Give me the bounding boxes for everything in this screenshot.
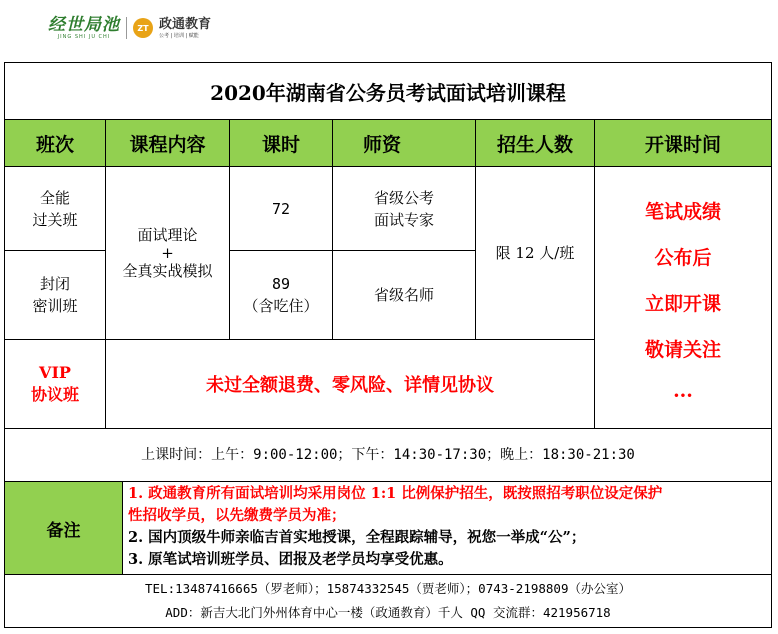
start-time-dots: ··· [673,385,693,407]
note-2: 2. 国内顶级牛师亲临吉首实地授课，全程跟踪辅导，祝您一举成“公”； [128,529,586,546]
header-enroll: 招生人数 [496,133,573,156]
contact-address: ADD：新吉大北门外州体育中心一楼（政通教育）千人 QQ 交流群：421956718 [165,605,611,620]
contact-tel: TEL:13487416665（罗老师）；15874332545（贾老师）；0743-2198809（办公室） [145,581,631,596]
start-time-line1: 笔试成绩 [644,201,721,223]
jingshi-logo-text: 经世局池 [48,15,120,35]
header-hours: 课时 [261,133,300,156]
class-all-round [5,167,105,250]
header-start-time: 开课时间 [644,133,721,156]
note-1-line2: 性招收学员，以先缴费学员为准； [128,507,346,524]
header-content: 课程内容 [129,133,206,156]
jingshi-logo-subtext: JING SHI JU CHI [57,34,111,40]
teacher-row1-line1: 省级公考 [373,188,434,207]
logo-bar [48,10,211,46]
course-table [4,62,772,628]
content-plus: + [161,244,174,262]
class-all-round-line2: 过关班 [32,210,78,229]
class-vip-line1: VIP [39,363,71,382]
start-time [595,167,771,428]
notes-label: 备注 [46,520,81,541]
start-time-line2: 公布后 [654,247,712,269]
notes-content [128,483,768,573]
course-content [106,167,229,339]
enroll-limit: 限 12 人/班 [495,244,575,262]
class-schedule: 上课时间：上午：9:00-12:00；下午：14:30-17:30；晚上：18:30-21:30 [141,447,635,463]
class-closed-training [5,251,105,339]
note-3: 3. 原笔试培训班学员、团报及老学员均享受优惠。 [128,551,453,568]
class-closed-line2: 密训班 [32,297,78,315]
content-line3: 全真实战模拟 [122,262,213,280]
hours-row2-note: （含吃住） [243,297,319,315]
teacher-row1 [333,167,475,250]
teacher-row2: 省级名师 [373,286,434,304]
header-teachers: 师资 [363,133,402,156]
page-title: 2020年湖南省公务员考试面试培训课程 [210,80,566,105]
zhengtong-logo-subtext: 公考 | 培训 | 赋能 [159,33,199,39]
start-time-line3: 立即开课 [644,293,721,315]
hours-row2-value: 89 [271,275,291,293]
start-time-line4: 敬请关注 [644,339,721,361]
zhengtong-logo [159,17,211,39]
class-vip-line2: 协议班 [30,385,79,404]
content-line1: 面试理论 [137,226,198,244]
class-all-round-line1: 全能 [39,188,70,207]
teacher-row1-line2: 面试专家 [373,210,434,229]
zhengtong-emblem-icon: ZT [133,18,153,38]
note-1-line1: 1. 政通教育所有面试培训均采用岗位 1:1 比例保护招生，既按照招考职位设定保护 [128,485,663,502]
logo-divider [126,17,127,39]
vip-description: 未过全额退费、零风险、详情见协议 [206,375,494,396]
class-vip [5,340,105,428]
header-class: 班次 [35,133,74,156]
jingshi-logo [48,16,120,40]
class-closed-line1: 封闭 [39,275,70,293]
hours-row1: 72 [271,199,291,218]
hours-row2 [230,251,332,339]
zhengtong-logo-text: 政通教育 [159,17,212,32]
